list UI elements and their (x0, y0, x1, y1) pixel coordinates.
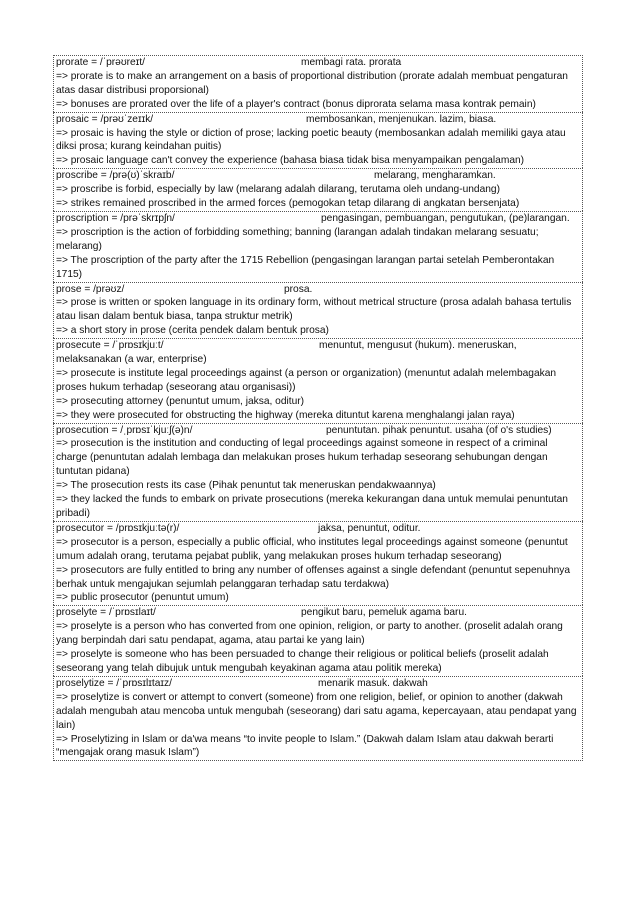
dictionary-entry (53, 168, 583, 211)
dictionary-entry (53, 211, 583, 282)
dictionary-page (53, 55, 583, 761)
headword: prosaic = /prəʊˈzeɪɪk/ (56, 113, 154, 125)
example-sentence: => proscription is the action of forbidding something; banning (larangan adalah tindakan melarang sesuatu; melarang) (56, 226, 539, 252)
entry-head (56, 424, 580, 438)
example-sentence: => prosecuting attorney (penuntut umum, jaksa, oditur) (56, 395, 305, 407)
entry-head (56, 169, 580, 183)
meaning: jaksa, penuntut, oditur. (318, 522, 421, 534)
example-sentence: => proselytize is convert or attempt to convert (someone) from one religion, belief, or opinion to another (dakwah adalah mengubah atau mencoba untuk mengubah (seseorang) dari satu agama, kepercayaan, atau pendapat yang lain) (56, 691, 577, 731)
example-sentence: => The proscription of the party after the 1715 Rebellion (pengasingan larangan partai setelah Pemberontakan 1715) (56, 254, 555, 280)
example-sentence: => prosecutor is a person, especially a public official, who institutes legal proceedings against someone (penuntut umum adalah orang, terutama pejabat publik, yang melakukan proses hukum terhadap seseorang) (56, 536, 568, 562)
meaning: pengasingan, pembuangan, pengutukan, (pe)larangan. (321, 212, 570, 224)
meaning: membosankan, menjenukan. lazim, biasa. (306, 113, 497, 125)
headword: prose = /prəʊz/ (56, 283, 125, 295)
meaning: membagi rata. prorata (301, 57, 402, 68)
meaning: menarik masuk. dakwah (318, 677, 428, 689)
entry-head (56, 606, 580, 620)
example-sentence: => they were prosecuted for obstructing the highway (mereka dituntut karena menghalangi jalan raya) (56, 409, 515, 421)
entry-head (56, 212, 580, 226)
dictionary-entry (53, 423, 583, 521)
dictionary-entry (53, 605, 583, 676)
entry-head (56, 56, 580, 70)
headword: prosecutor = /prɒsɪkjuːtə(r)/ (56, 522, 180, 534)
entry-head (56, 113, 580, 127)
example-sentence: => The prosecution rests its case (Pihak penuntut tak meneruskan pendakwaannya) (56, 480, 436, 492)
meaning: penuntutan. pihak penuntut. usaha (of o's studies) (326, 424, 552, 436)
dictionary-entry (53, 55, 583, 112)
example-sentence: => proselyte is someone who has been persuaded to change their religious or political beliefs (proselit adalah seseorang yang telah dibujuk untuk mengubah keyakinan agama atau politik mereka) (56, 649, 549, 674)
example-sentence: => public prosecutor (penuntut umum) (56, 592, 229, 604)
example-sentence: => prosecution is the institution and conducting of legal proceedings against someone in respect of a criminal charge (penuntutan adalah lembaga dan melakukan proses hukum terhadap seseorang sehubungan dengan tuntutan pidana) (56, 438, 548, 478)
headword: prosecution = /ˌprɒsɪˈkjuːʃ(ə)n/ (56, 424, 193, 436)
meaning: menuntut, mengusut (hukum). meneruskan, melaksanakan (a war, enterprise) (56, 340, 517, 366)
meaning: prosa. (284, 283, 313, 295)
example-sentence: => prosecutors are fully entitled to bring any number of offenses against a single defendant (penuntut sepenuhnya berhak untuk mengajukan sejumlah pelanggaran terhadap satu terdakwa) (56, 564, 571, 590)
dictionary-entry (53, 282, 583, 339)
example-sentence: => prosecute is institute legal proceedings against (a person or organization) (menuntut adalah melembagakan proses hukum terhadap (seseorang atau organisasi)) (56, 367, 557, 393)
example-sentence: => prosaic language can't convey the experience (bahasa biasa tidak bisa menyampaikan pengalaman) (56, 155, 525, 167)
headword: proselyte = /ˈprɒsɪlaɪt/ (56, 607, 156, 619)
example-sentence: => proscribe is forbid, especially by law (melarang adalah dilarang, terutama oleh undang-undang) (56, 184, 500, 196)
dictionary-entry (53, 521, 583, 605)
entry-head (56, 339, 580, 367)
headword: proscribe = /prə(ʊ)ˈskraɪb/ (56, 170, 175, 182)
headword: prosecute = /ˈprɒsɪkjuːt/ (56, 340, 164, 352)
example-sentence: => prorate is to make an arrangement on a basis of proportional distribution (prorate adalah membuat pengaturan atas dasar distribusi proporsional) (56, 70, 568, 96)
dictionary-entry (53, 112, 583, 169)
example-sentence: => a short story in prose (cerita pendek dalam bentuk prosa) (56, 325, 329, 337)
example-sentence: => prosaic is having the style or diction of prose; lacking poetic beauty (membosankan adalah memiliki gaya atau diksi prosa; kurang keindahan puitis) (56, 127, 566, 153)
example-sentence: => prose is written or spoken language in its ordinary form, without metrical structure (prosa adalah bahasa tertulis atau lisan dalam bentuk biasa, tanpa struktur metrik) (56, 297, 572, 323)
example-sentence: => Proselytizing in Islam or da'wa means “to invite people to Islam.” (Dakwah dalam Islam atau dakwah berarti “mengajak orang masuk Islam”) (56, 733, 554, 759)
dictionary-entry (53, 676, 583, 761)
entry-head (56, 283, 580, 297)
headword: proselytize = /ˈprɒsɪlɪtaɪz/ (56, 677, 172, 689)
headword: prorate = /ˈprəʊreɪt/ (56, 57, 145, 68)
example-sentence: => they lacked the funds to embark on private prosecutions (mereka kekurangan dana untuk memulai penuntutan pribadi) (56, 494, 568, 519)
example-sentence: => bonuses are prorated over the life of a player's contract (bonus diprorata selama masa kontrak pemain) (56, 98, 536, 110)
entry-head (56, 522, 580, 536)
example-sentence: => proselyte is a person who has converted from one opinion, religion, or party to another. (proselit adalah orang yang berpindah dari satu pendapat, agama, atau partai ke yang lain) (56, 621, 563, 647)
example-sentence: => strikes remained proscribed in the armed forces (pemogokan tetap dilarang di angkatan bersenjata) (56, 198, 520, 210)
meaning: pengikut baru, pemeluk agama baru. (301, 607, 467, 619)
entry-head (56, 677, 580, 691)
headword: proscription = /prəˈskrɪpʃn/ (56, 212, 175, 224)
dictionary-entry (53, 338, 583, 422)
meaning: melarang, mengharamkan. (374, 170, 496, 182)
